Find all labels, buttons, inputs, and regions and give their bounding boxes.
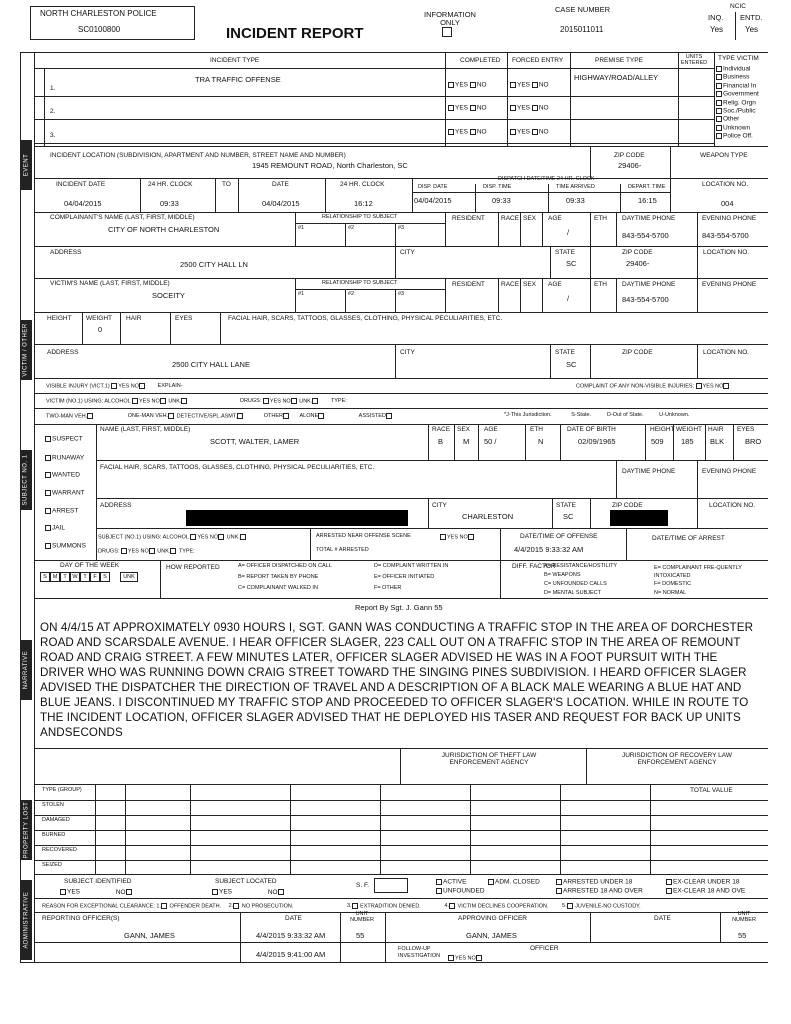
day-cell[interactable]: F	[90, 572, 100, 582]
complainant-address-label: ADDRESS	[50, 249, 82, 256]
entd-label: ENTD.	[740, 13, 763, 22]
arrested-near-label: ARRESTED NEAR OFFENSE SCENE	[316, 533, 411, 539]
active-checkbox[interactable]: ACTIVE	[436, 879, 466, 886]
s-weight-label: WEIGHT	[676, 426, 702, 433]
completed-checks[interactable]: YES NO	[448, 105, 487, 112]
subject-sex: M	[463, 437, 470, 446]
suspect-checkbox[interactable]: SUSPECT	[45, 436, 83, 443]
incident-date-label: INCIDENT DATE	[56, 181, 106, 188]
zip-label: ZIP CODE	[614, 152, 645, 159]
arrested-18-over-checkbox[interactable]: ARRESTED 18 AND OVER	[556, 888, 643, 895]
subject-state: SC	[563, 512, 574, 521]
incident-row-number: 2.	[50, 108, 56, 115]
vrel-2: #2	[348, 291, 355, 297]
subject-drugs-line: DRUGS: YES NO UNK. TYPE:	[98, 548, 195, 555]
sf-label: S. F.	[356, 882, 370, 889]
v-facial-label: FACIAL HAIR, SCARS, TATTOOS, GLASSES, CLOTHING, PHYSICAL PECULIARITIES, ETC.	[228, 315, 503, 322]
diff-a: A= RESISTANCE/HOSTILITY	[544, 563, 618, 569]
complainant-name: CITY OF NORTH CHARLESTON	[108, 225, 220, 234]
followup-label: FOLLOW-UP INVESTIGATION	[398, 946, 441, 959]
case-number: 2015011011	[560, 25, 604, 34]
s-zip-label: ZIP CODE	[612, 502, 643, 509]
v-day-phone-label: DAYTIME PHONE	[622, 281, 676, 288]
clock-label: 24 HR. CLOCK	[148, 181, 193, 188]
reporting-date-label: DATE	[285, 915, 302, 922]
subject-eyes: BRO	[745, 437, 762, 446]
ex-clear-under-18-checkbox[interactable]: EX-CLEAR UNDER 18	[666, 879, 739, 886]
jail-checkbox[interactable]: JAIL	[45, 525, 65, 532]
disp-date-label: DISP. DATE	[418, 184, 448, 190]
warrant-checkbox[interactable]: WARRANT	[45, 490, 85, 497]
s-race-label: RACE	[432, 426, 451, 433]
complainant-state-label: STATE	[555, 249, 575, 256]
theft-jurisdiction-label: JURISDICTION OF THEFT LAW ENFORCEMENT AGENCY	[441, 752, 537, 766]
s-dob-label: DATE OF BIRTH	[567, 426, 616, 433]
location-no-value: 004	[721, 199, 734, 208]
wanted-checkbox[interactable]: WANTED	[45, 472, 80, 479]
depart-time-value: 16:15	[638, 196, 657, 205]
incident-time2-value: 16:12	[354, 199, 373, 208]
incident-row-number: 1.	[50, 85, 56, 92]
eth-label: ETH	[594, 215, 607, 222]
s-sex-label: SEX	[457, 426, 471, 433]
location-value: 1945 REMOUNT ROAD, North Charleston, SC	[252, 161, 408, 170]
reporting-date-1: 4/4/2015 9:33:32 AM	[256, 931, 326, 940]
day-phone-label: DAYTIME PHONE	[622, 215, 676, 222]
units-entered-label: UNITS ENTERED	[680, 54, 708, 66]
property-row-label: DAMAGED	[42, 817, 70, 823]
reporting-officer-label: REPORTING OFFICER(S)	[42, 915, 120, 922]
s-locno-label: LOCATION NO.	[709, 502, 756, 509]
how-b: B= REPORT TAKEN BY PHONE	[238, 574, 319, 580]
arrest-checkbox[interactable]: ARREST	[45, 508, 78, 515]
victim-type-checkbox[interactable]: Other	[716, 116, 739, 123]
disp-date-value: 04/04/2015	[414, 196, 452, 205]
forced-entry-checks[interactable]: YES NO	[510, 129, 549, 136]
complainant-city-label: CITY	[400, 249, 415, 256]
reporting-date-2: 4/4/2015 9:41:00 AM	[256, 950, 326, 959]
total-arrested-label: TOTAL # ARRESTED	[316, 547, 369, 553]
day-cell[interactable]: W	[70, 572, 80, 582]
v-hair-label: HAIR	[126, 315, 142, 322]
v-locno-label: LOCATION NO.	[703, 349, 750, 356]
property-row-label: BURNED	[42, 832, 66, 838]
s-eve-phone-label: EVENING PHONE	[702, 468, 757, 475]
entd-value: Yes	[745, 25, 759, 34]
v-sex-label: SEX	[523, 281, 537, 288]
sidebar-narrative: NARRATIVE	[20, 640, 32, 700]
forced-entry-checks[interactable]: YES NO	[510, 82, 549, 89]
v-zip-label: ZIP CODE	[622, 349, 653, 356]
reporting-officer: GANN, JAMES	[124, 931, 175, 940]
s-state-label: STATE	[556, 502, 576, 509]
how-f: F= OTHER	[374, 585, 402, 591]
complainant-label: COMPLAINANT'S NAME (LAST, FIRST, MIDDLE)	[50, 214, 195, 221]
narrative-text: ON 4/4/15 AT APPROXIMATELY 0930 HOURS I, SGT. GANN WAS CONDUCTING A TRAFFIC STOP IN THE AREA OF DORCHESTER ROAD AND SCARSDALE AVENUE. I HEAR OFFICER SLAGER, 223 CALL OUT ON A TRAFFIC STOP IN THE AREA OF REMOUNT ROAD AND CRAIG STREET. A FEW MINUTES LATER, OFFICER SLAGER ADVISED HE WAS IN A FOOT PURSUIT WITH THE DRIVER WHO WAS RUNNING DOWN CRAIG STREET TOWARD THE SINGING PINES SUBDIVISION. I HEARD OFFICER SLAGER ADVISED THE DISPATCHER THE DIRECTION OF TRAVEL AND A DESCRIPTION OF A BLACK MALE WEARING A BLUE HAT AND BLUE JEANS. I DISCONTINUED MY TRAFFIC STOP AND PROCEEDED TO OFFICER SLAGER'S LOCATION. WHILE IN ROUTE TO THE INCIDENT LOCATION, OFFICER SLAGER ADVISED THAT HE DEPLOYED HIS TASER AND REQUEST FOR BACK UP UNITS ANDSECONDS	[40, 621, 754, 739]
location-no-label: LOCATION NO.	[702, 181, 749, 188]
s-address-label: ADDRESS	[100, 502, 132, 509]
rel-3: #3	[398, 225, 405, 231]
total-value-label: TOTAL VALUE	[690, 787, 733, 794]
v-eyes-label: EYES	[175, 315, 193, 322]
subject-age: 50 /	[484, 437, 497, 446]
s-facial-label: FACIAL HAIR, SCARS, TATTOOS, GLASSES, CLOTHING, PHYSICAL PECULIARITIES, ETC.	[100, 464, 375, 471]
day-cell[interactable]: M	[50, 572, 60, 582]
how-e: E= OFFICER INITIATED	[374, 574, 435, 580]
v-age-label: AGE	[548, 281, 562, 288]
visible-injury-line: VISIBLE INJURY (VICT.1) YES NO EXPLAIN-	[46, 383, 183, 390]
subject-located-checks[interactable]: YES NO	[212, 889, 285, 896]
adm-closed-checkbox[interactable]: ADM. CLOSED	[488, 879, 540, 886]
subject-weight: 185	[681, 437, 694, 446]
forced-entry-checks[interactable]: YES NO	[510, 105, 549, 112]
sidebar-subject: SUBJECT NO. 1	[20, 450, 32, 510]
jurisdiction-legend: *J-This Jurisdiction. S-State. O-Out of State. U-Unknown.	[504, 412, 690, 418]
how-a: A= OFFICER DISPATCHED ON CALL	[238, 563, 332, 569]
reporting-unit: 55	[356, 931, 365, 940]
agency-code: SC0100800	[78, 25, 121, 34]
subject-eth: N	[538, 437, 544, 446]
redacted-zip	[610, 510, 668, 526]
victim-using-line: VICTIM (NO.1) USING: ALCOHOL YES NO UNK. DRUGS: YES NO UNK. TYPE:	[46, 398, 347, 405]
vrel-3: #3	[398, 291, 405, 297]
diff-b: B= WEAPONS	[544, 572, 581, 578]
day-cell[interactable]: S	[100, 572, 110, 582]
v-state-label: STATE	[555, 349, 575, 356]
subject-using-line: SUBJECT (NO.1) USING: ALCOHOL YES NO UNK.	[98, 534, 247, 541]
day-cell[interactable]: T	[60, 572, 70, 582]
recovery-jurisdiction-label: JURISDICTION OF RECOVERY LAW ENFORCEMENT AGENCY	[621, 752, 733, 766]
diff-d: D= MENTAL SUBJECT	[544, 590, 601, 596]
unit-number-label: UNIT NUMBER	[350, 911, 374, 923]
v-eth-label: ETH	[594, 281, 607, 288]
clock-label-2: 24 HR. CLOCK	[340, 181, 385, 188]
day-cell[interactable]: T	[80, 572, 90, 582]
inq-label: INQ.	[708, 13, 724, 22]
subject-name-label: NAME (LAST, FIRST, MIDDLE)	[100, 426, 191, 433]
completed-checks[interactable]: YES NO	[448, 129, 487, 136]
victim-type-checkbox[interactable]: Government	[716, 91, 759, 98]
victim-state: SC	[566, 360, 577, 369]
complainant-zip: 29406-	[626, 259, 650, 268]
ncic-label: NCIC	[730, 3, 746, 10]
v-height-label: HEIGHT	[47, 315, 72, 322]
info-only-checkbox[interactable]	[442, 27, 452, 37]
completed-label: COMPLETED	[460, 57, 501, 64]
complainant-zip-label: ZIP CODE	[622, 249, 653, 256]
disp-time-value: 09:33	[492, 196, 511, 205]
property-row-label: RECOVERED	[42, 847, 77, 853]
followup-officer-label: OFFICER	[530, 945, 559, 952]
victim-age: /	[567, 294, 570, 303]
subject-located-label: SUBJECT LOCATED	[215, 878, 277, 885]
age-label: AGE	[548, 215, 562, 222]
s-hair-label: HAIR	[708, 426, 724, 433]
v-race-label: RACE	[501, 281, 520, 288]
s-height-label: HEIGHT	[650, 426, 675, 433]
sidebar-property: PROPERTY LOST	[20, 800, 32, 860]
diff-e: E= COMPLAINANT FRE-QUENTLY INTOXICATED	[654, 565, 742, 579]
property-row-label: SEIZED	[42, 862, 62, 868]
weapon-label: WEAPON TYPE	[700, 152, 748, 159]
unfounded-checkbox[interactable]: UNFOUNDED	[436, 888, 485, 895]
rel-1: #1	[298, 225, 305, 231]
exceptional-clearance-line: REASON FOR EXCEPTIONAL CLEARANCE: 1. OFFENDER DEATH. 2. NO PROSECUTION. 3. EXTRADITION DENIED. 4. VICTIM DECLINES COOPERATION. 5. JUVENILE-NO CUSTODY.	[42, 903, 641, 910]
rel-2: #2	[348, 225, 355, 231]
v-weight-value: 0	[98, 325, 103, 334]
victim-type-checkbox[interactable]: Business	[716, 74, 749, 81]
s-day-phone-label: DAYTIME PHONE	[622, 468, 676, 475]
incident-date-value: 04/04/2015	[64, 199, 102, 208]
race-label: RACE	[501, 215, 520, 222]
property-row-label: STOLEN	[42, 802, 64, 808]
victim-type-checkbox[interactable]: Individual	[716, 66, 750, 73]
date-label: DATE	[272, 181, 289, 188]
victim-address: 2500 CITY HALL LANE	[172, 360, 250, 369]
subject-identified-label: SUBJECT IDENTIFIED	[64, 878, 132, 885]
subject-hair: BLK	[710, 437, 725, 446]
victim-label: VICTIM'S NAME (LAST, FIRST, MIDDLE)	[50, 280, 170, 287]
victim-relationship-label: RELATIONSHIP TO SUBJECT	[322, 280, 398, 286]
assignment-line: TWO-MAN VEH. ONE-MAN VEH. DETECTIVE/SPL.ASMT. OTHER ALONE ASSISTED	[46, 413, 393, 420]
victim-type-checkbox[interactable]: Financial In	[716, 83, 756, 90]
subject-height: 509	[651, 437, 664, 446]
redacted-address	[186, 510, 408, 526]
to-label: TO	[222, 181, 231, 188]
info-only-label: INFORMATION ONLY	[424, 10, 476, 27]
victim-type-checkbox[interactable]: Police Off.	[716, 133, 753, 140]
diff-c: C= UNFOUNDED CALLS	[544, 581, 607, 587]
sidebar-victim: VICTIM / OTHER	[20, 320, 32, 380]
s-age-label: AGE	[484, 426, 498, 433]
day-cell[interactable]: S	[40, 572, 50, 582]
incident-date2-value: 04/04/2015	[262, 199, 300, 208]
dispatch-label: DISPATCH DATE/TIME 24 HR. CLOCK	[498, 176, 595, 182]
s-eth-label: ETH	[530, 426, 543, 433]
arrested-near-checks[interactable]: YES NO	[440, 534, 475, 541]
followup-checks[interactable]: YES NO	[448, 955, 483, 962]
complainant-locno-label: LOCATION NO.	[703, 249, 750, 256]
diff-factor-label: DIFF. FACTOR	[512, 563, 556, 570]
victim-type-checkbox[interactable]: Unknown	[716, 125, 750, 132]
dt-arrest-label: DATE/TIME OF ARREST	[652, 535, 725, 542]
sidebar-admin: ADMINISTRATIVE	[20, 880, 32, 960]
v-weight-label: WEIGHT	[86, 315, 112, 322]
v-resident-label: RESIDENT	[452, 281, 485, 288]
depart-time-label: DEPART. TIME	[628, 184, 666, 190]
forced-entry-label: FORCED ENTRY	[512, 57, 564, 64]
s-city-label: CITY	[432, 502, 447, 509]
completed-checks[interactable]: YES NO	[448, 82, 487, 89]
type-victim-label: TYPE VICTIM	[718, 55, 759, 62]
victim-type-checkbox[interactable]: Relig. Orgn	[716, 100, 756, 107]
premise-type-label: PREMISE TYPE	[595, 57, 643, 64]
vrel-1: #1	[298, 291, 305, 297]
v-address-label: ADDRESS	[47, 349, 79, 356]
complainant-day-phone: 843-554-5700	[622, 231, 669, 240]
ex-clear-18-over-checkbox[interactable]: EX-CLEAR 18 AND OVE	[666, 888, 745, 895]
page-title: INCIDENT REPORT	[226, 25, 364, 42]
eve-phone-label: EVENING PHONE	[702, 215, 757, 222]
sf-field[interactable]	[374, 878, 408, 893]
sex-label: SEX	[523, 215, 537, 222]
runaway-checkbox[interactable]: RUNAWAY	[45, 455, 84, 462]
arrested-under-18-checkbox[interactable]: ARRESTED UNDER 18	[556, 879, 632, 886]
incident-row-type: TRA TRAFFIC OFFENSE	[195, 75, 281, 84]
diff-f: F= DOMESTIC	[654, 581, 692, 587]
approving-officer-label: APPROVING OFFICER	[458, 915, 527, 922]
location-label: INCIDENT LOCATION (SUBDIVISION, APARTMENT AND NUMBER, STREET NAME AND NUMBER)	[50, 152, 346, 159]
time-arrived-value: 09:33	[566, 196, 585, 205]
diff-n: N= NORMAL	[654, 590, 687, 596]
unit-number-label-2: UNIT NUMBER	[732, 911, 756, 923]
approving-officer: GANN, JAMES	[466, 931, 517, 940]
disp-time-label: DISP. TIME	[483, 184, 512, 190]
incident-row-premise: HIGHWAY/ROAD/ALLEY	[574, 73, 659, 82]
v-city-label: CITY	[400, 349, 415, 356]
summons-checkbox[interactable]: SUMMONS	[45, 543, 86, 550]
subject-name: SCOTT, WALTER, LAMER	[210, 437, 300, 446]
how-d: D= COMPLAINT WRITTEN IN	[374, 563, 449, 569]
subject-identified-checks[interactable]: YES NO	[60, 889, 133, 896]
day-of-week-label: DAY OF THE WEEK	[60, 562, 120, 569]
approving-date-label: DATE	[654, 915, 671, 922]
complainant-eve-phone: 843-554-5700	[702, 231, 749, 240]
report-by: Report By Sgt. J. Gann 55	[355, 603, 443, 612]
how-c: C= COMPLAINANT WALKED IN	[238, 585, 318, 591]
inq-value: Yes	[710, 25, 724, 34]
victim-type-checkbox[interactable]: Soc./Public	[716, 108, 756, 115]
zip-value: 29406-	[618, 161, 642, 170]
v-eve-phone-label: EVENING PHONE	[702, 281, 757, 288]
non-visible-injury-line: COMPLAINT OF ANY NON-VISIBLE INJURIES: YES NO	[576, 383, 730, 390]
agency-name: NORTH CHARLESTON POLICE	[40, 9, 157, 18]
victim-name: SOCEITY	[152, 291, 185, 300]
type-group-label: TYPE (GROUP)	[42, 787, 82, 793]
complainant-state: SC	[566, 259, 577, 268]
dt-offense-label: DATE/TIME OF OFFENSE	[520, 533, 598, 540]
subject-city: CHARLESTON	[462, 512, 514, 521]
relationship-label: RELATIONSHIP TO SUBJECT	[322, 214, 398, 220]
incident-time-value: 09:33	[160, 199, 179, 208]
approving-unit: 55	[738, 931, 747, 940]
day-cell[interactable]: UNK	[120, 572, 138, 582]
victim-day-phone: 843-554-5700	[622, 295, 669, 304]
resident-label: RESIDENT	[452, 215, 485, 222]
how-reported-label: HOW REPORTED	[166, 564, 220, 571]
dt-offense-value: 4/4/2015 9:33:32 AM	[514, 545, 584, 554]
case-label: CASE NUMBER	[555, 5, 611, 14]
sidebar-event: EVENT	[20, 140, 32, 190]
subject-dob: 02/09/1965	[578, 437, 616, 446]
subject-race: B	[438, 437, 444, 446]
time-arrived-label: TIME ARRIVED	[556, 184, 595, 190]
incident-row-number: 3.	[50, 132, 56, 139]
complainant-address: 2500 CITY HALL LN	[180, 260, 248, 269]
s-eyes-label: EYES	[737, 426, 755, 433]
complainant-age: /	[567, 228, 570, 237]
incident-type-label: INCIDENT TYPE	[210, 57, 260, 64]
